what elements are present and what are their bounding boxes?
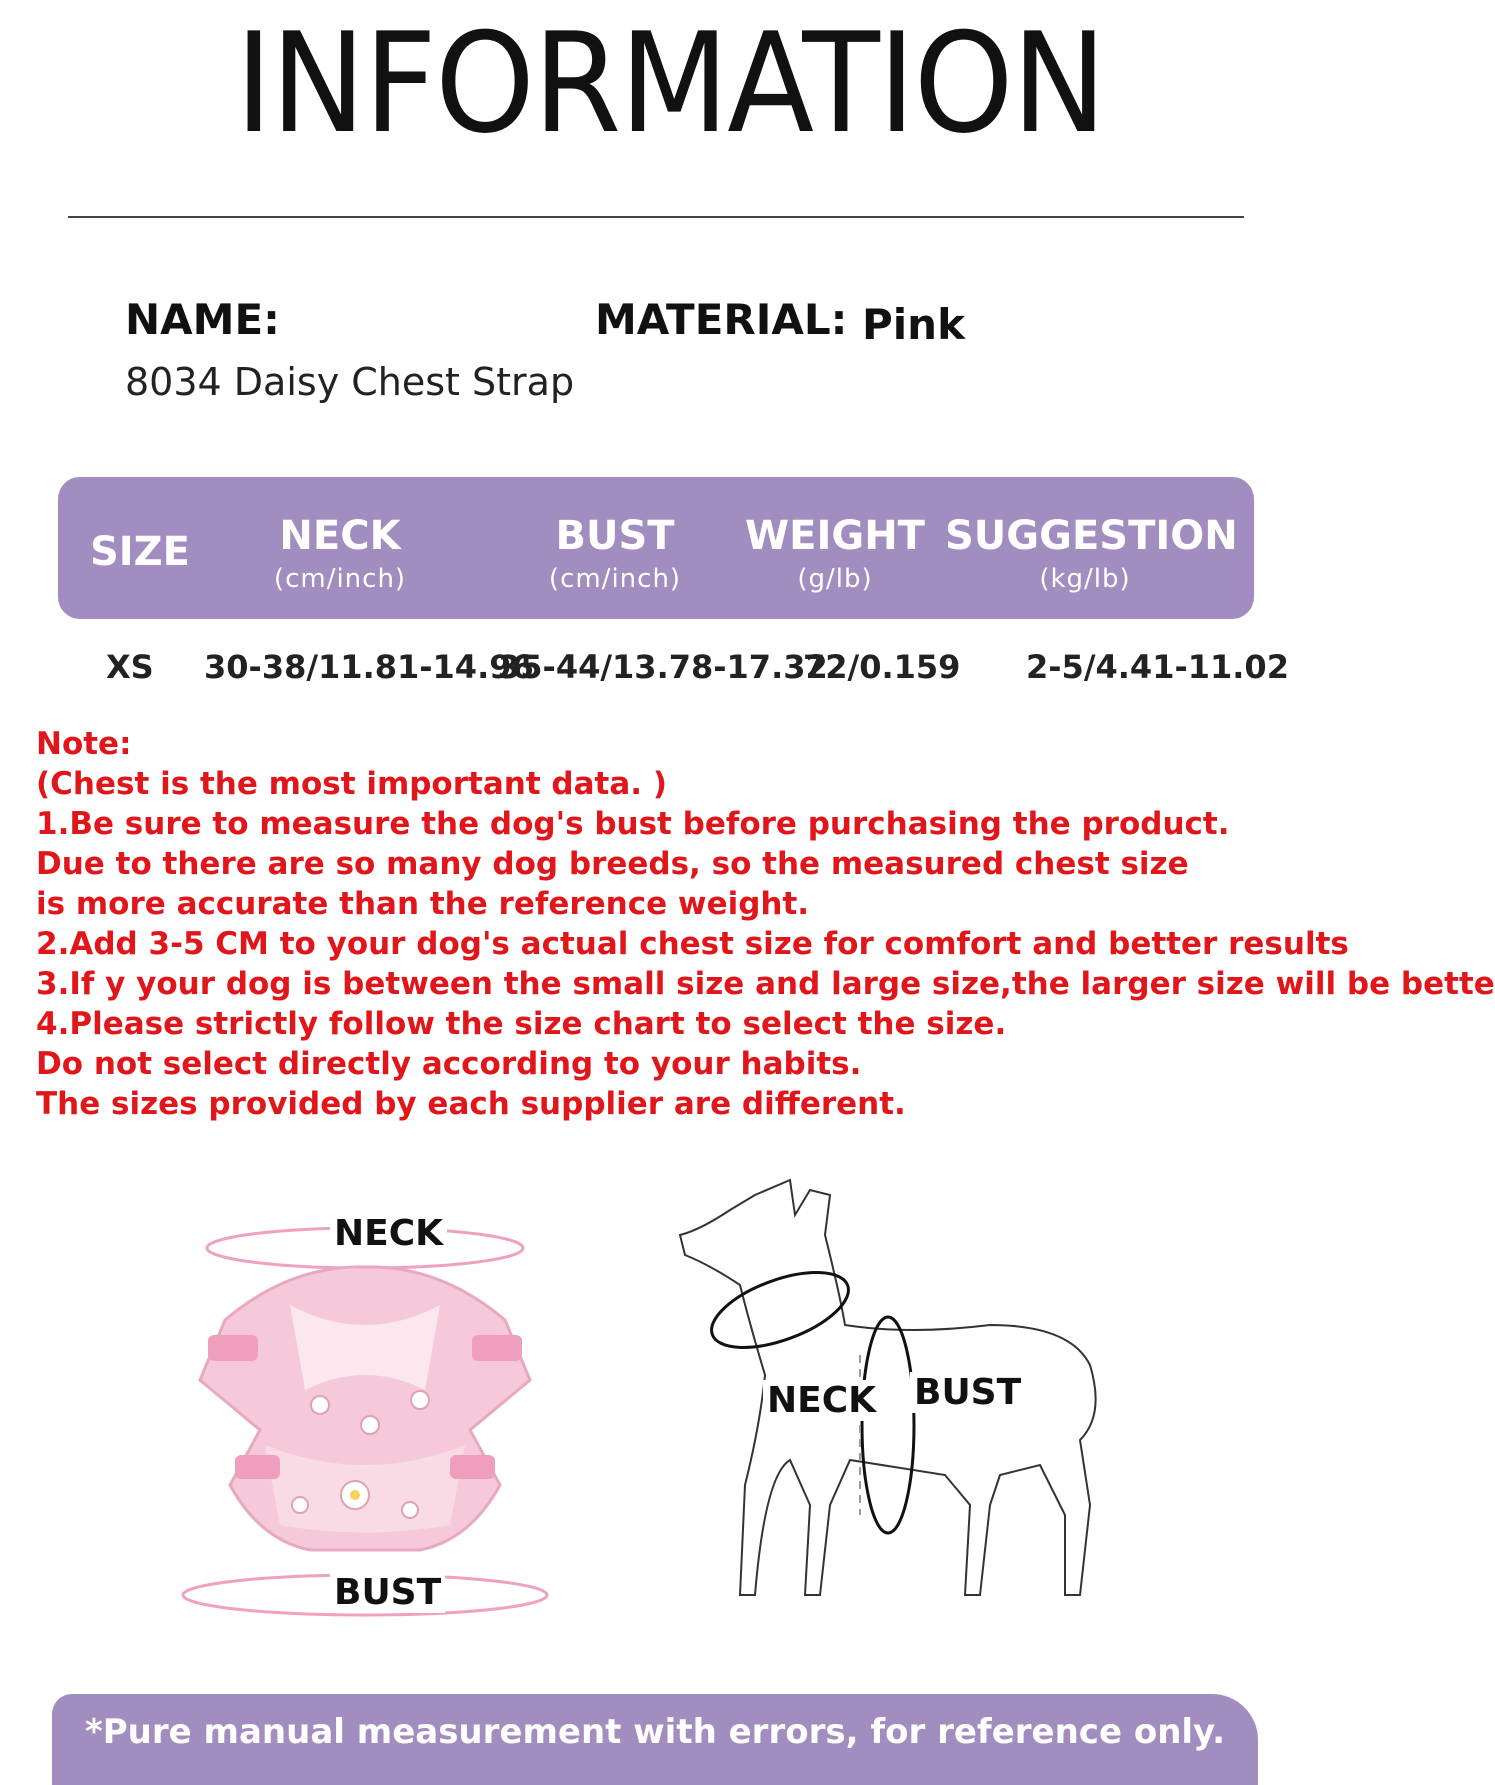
header-bust xyxy=(505,514,725,594)
product-name: 8034 Daisy Chest Strap xyxy=(125,360,575,404)
dog-bust-ring xyxy=(862,1317,914,1533)
header-suggestion-unit: (kg/lb) xyxy=(1039,564,1131,594)
material-value: Pink xyxy=(862,300,966,349)
header-bust-unit: (cm/inch) xyxy=(548,564,682,594)
material-label: MATERIAL: xyxy=(595,295,848,344)
row-size: XS xyxy=(106,648,154,686)
harness-neck-label: NECK xyxy=(330,1213,447,1254)
notes-block xyxy=(36,724,1495,1124)
header-weight-unit: (g/lb) xyxy=(797,564,873,594)
header-bust-title: BUST xyxy=(555,513,675,559)
title-divider xyxy=(68,216,1244,218)
page-title: INFORMATION xyxy=(235,3,1105,164)
footer-disclaimer: *Pure manual measurement with errors, for reference only. xyxy=(84,1712,1226,1752)
note-line: (Chest is the most important data. ) xyxy=(36,766,668,802)
note-line: 1.Be sure to measure the dog's bust before purchasing the product. xyxy=(36,806,1230,842)
harness-bust-label: BUST xyxy=(330,1572,445,1613)
row-bust: 35-44/13.78-17.32 xyxy=(498,648,828,686)
name-label: NAME: xyxy=(125,295,280,344)
header-weight-title: WEIGHT xyxy=(745,513,925,559)
row-weight: 72/0.159 xyxy=(803,648,961,686)
note-line: Note: xyxy=(36,726,132,762)
row-suggestion: 2-5/4.41-11.02 xyxy=(1026,648,1289,686)
note-line: Do not select directly according to your habits. xyxy=(36,1046,862,1082)
header-neck xyxy=(230,514,450,594)
note-line: The sizes provided by each supplier are different. xyxy=(36,1086,906,1122)
dog-bust-label: BUST xyxy=(910,1372,1025,1413)
header-suggestion xyxy=(945,513,1238,594)
note-line: 4.Please strictly follow the size chart to select the size. xyxy=(36,1006,1007,1042)
header-weight xyxy=(745,514,925,594)
note-line: 2.Add 3-5 CM to your dog's actual chest size for comfort and better results xyxy=(36,926,1349,962)
dog-neck-label: NECK xyxy=(763,1380,880,1421)
header-size: SIZE xyxy=(89,529,191,575)
header-neck-title: NECK xyxy=(279,513,401,559)
row-neck: 30-38/11.81-14.96 xyxy=(204,648,534,686)
harness-body xyxy=(200,1267,530,1550)
note-line: Due to there are so many dog breeds, so the measured chest size xyxy=(36,846,1189,882)
note-line: 3.If y your dog is between the small size and large size,the larger size will be bette xyxy=(36,966,1495,1002)
header-neck-unit: (cm/inch) xyxy=(273,564,407,594)
harness-illustration xyxy=(170,1195,540,1635)
header-suggestion-title: SUGGESTION xyxy=(945,513,1238,559)
note-line: is more accurate than the reference weight. xyxy=(36,886,810,922)
